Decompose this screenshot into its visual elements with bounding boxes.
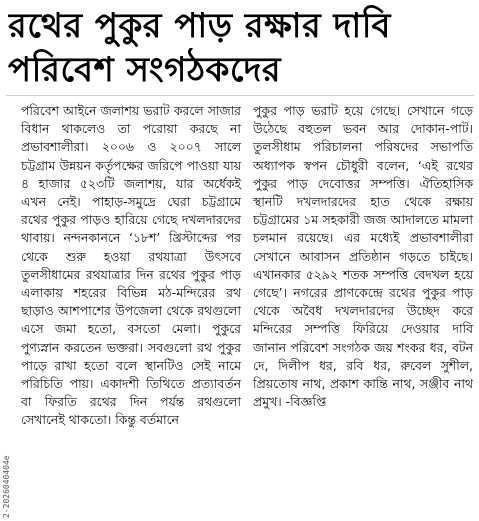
headline-line-2: পরিবেশ সংগঠকদের: [8, 50, 282, 90]
headline-divider: [6, 95, 474, 96]
right-column-text: পুকুর পাড় ভরাট হয়ে গেছে। সেখানে গড়ে উঠেছে বহুতল ভবন আর দোকান-পাট। তুলসীধাম পরিচালনা পরিষদের সভাপতি অধ্যাপক স্বপন চৌধুরী বলেন, ‘এই রথের পুকুর পাড় দেবোত্তর সম্পত্তি। ঐতিহাসিক স্থানটি দখলদারদের হাত থেকে রক্ষায় চট্টগ্রামের ১ম সহকারী জজ আদালতে মামলা চলমান রয়েছে। এর মধ্যেই প্রভাবশালীরা সেখানে আবাসন প্রতিষ্ঠান গড়তে চাইছে। এখানকার ৫২৯২ শতক সম্পত্তি বেদখল হয়ে গেছে’। নগরের প্রাণকেন্দ্রে রথের পুকুর পাড় থেকে অবৈধ দখলদারদের উচ্ছেদ করে মন্দিরের সম্পত্তি ফিরিয়ে দেওয়ার দাবি জানান পরিবেশ সংগঠক জয় শংকর ধর, বটন দে, দিলীপ ধর, রবি ধর, রুবেল সুশীল, প্রিয়তোষ নাথ, প্রকাশ কান্তি নাথ, সঞ্জীব নাথ প্রমুখ। -বিজ্ঞপ্তি: [253, 103, 473, 410]
left-column-text: পরিবেশ আইনে জলাশয় ভরাট করলে সাজার বিধান থাকলেও তা পরোয়া করছে না প্রভাবশালীরা। ২০০৬ ও ২০০৭ সালে চট্টগ্রাম উন্নয়ন কর্তৃপক্ষের জরিপে পাওয়া যায় ৪ হাজার ৫২৩টি জলাশয়, যার অর্ধেকই এখন নেই। পাহাড়-সমুদ্রে ঘেরা চট্টগ্রামে রথের পুকুর পাড়ও হারিয়ে গেছে দখলদারদের থাবায়। নন্দনকাননে ‘১৮শ’ খ্রিস্টাব্দের পর থেকে শুরু হওয়া রথযাত্রা উৎসবে তুলসীধামের রথযাত্রার দিন রথের পুকুর পাড় এলাকায় শহরের বিভিন্ন মঠ-মন্দিরের রথ ছাড়াও আশপাশের উপজেলা থেকে রথগুলো এসে জমা হতো, বসতো মেলা। পুকুরে পুণ্যস্নান করতেন ভক্তরা। সবগুলো রথ পুকুর পাড়ে রাখা হতো বলে স্থানটিও সেই নামে পরিচিতি পায়। একাদশী তিথিতে প্রত্যাবর্তন বা ফিরতি রথের দিন পর্যন্ত রথগুলো সেখানেই থাকতো। কিন্তু বর্তমানে: [21, 103, 241, 428]
headline-line-1: রথের পুকুর পাড় রক্ষার দাবি: [8, 6, 391, 46]
article-column-right: [253, 102, 473, 411]
article-headline: [8, 4, 470, 92]
margin-code: 2-2026040404e: [2, 455, 11, 518]
article-column-left: [21, 102, 241, 430]
